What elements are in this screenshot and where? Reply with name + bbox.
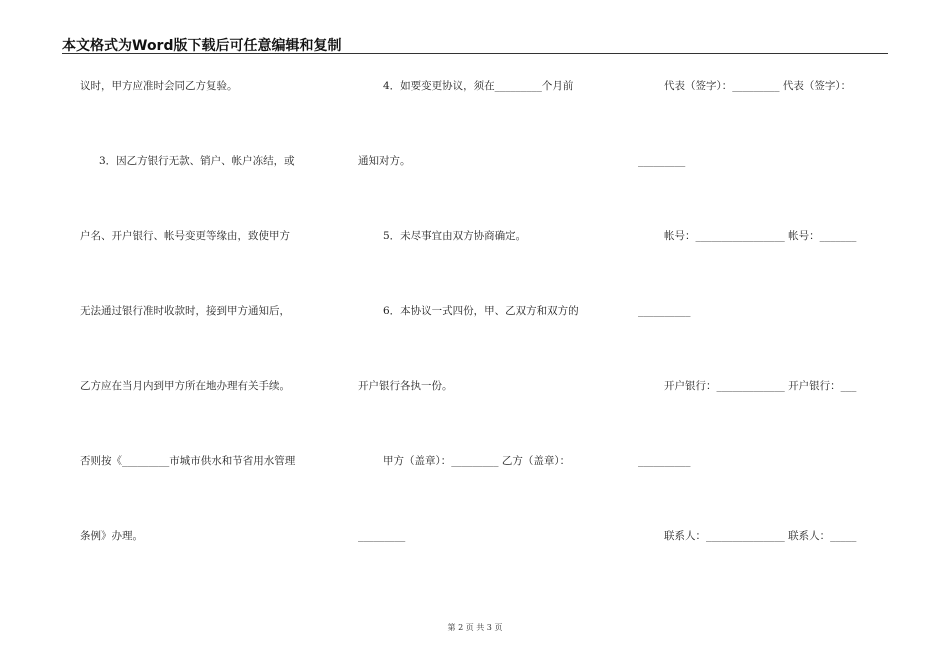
middle-column-line: 开户银行各执一份。 xyxy=(358,380,453,392)
middle-column-line: 4．如要变更协议，须在_________个月前 xyxy=(383,80,574,92)
left-column-line: 无法通过银行准时收款时，接到甲方通知后， xyxy=(80,305,290,317)
right-column-line: __________ xyxy=(638,305,691,317)
middle-column-line: 5．未尽事宜由双方协商确定。 xyxy=(383,230,527,242)
right-column-line: 开户银行：_____________ 开户银行：___ xyxy=(664,380,857,392)
right-column-line: 代表（签字）：_________ 代表（签字）： xyxy=(664,80,852,92)
middle-column-line: 甲方（盖章）：_________ 乙方（盖章）： xyxy=(383,455,571,467)
middle-column-line: _________ xyxy=(358,530,406,542)
left-column-line: 户名、开户银行、帐号变更等缘由，致使甲方 xyxy=(80,230,290,242)
right-column-line: 联系人：_______________ 联系人：_____ xyxy=(664,530,857,542)
left-column-line: 条例》办理。 xyxy=(80,530,143,542)
right-column-line: _________ xyxy=(638,155,686,167)
left-column-line: 否则按《_________市城市供水和节省用水管理 xyxy=(80,455,296,467)
middle-column-line: 6．本协议一式四份，甲、乙双方和双方的 xyxy=(383,305,579,317)
right-column-line: __________ xyxy=(638,455,691,467)
left-column-line: 3．因乙方银行无款、销户、帐户冻结，或 xyxy=(99,155,295,167)
document-header-title: 本文格式为Word版下载后可任意编辑和复制 xyxy=(62,38,342,54)
left-column-line: 乙方应在当月内到甲方所在地办理有关手续。 xyxy=(80,380,290,392)
header-divider xyxy=(62,53,888,54)
left-column-line: 议时，甲方应准时会同乙方复验。 xyxy=(80,80,238,92)
page-number-footer: 第 2 页 共 3 页 xyxy=(447,623,503,632)
right-column-line: 帐号：_________________ 帐号：_______ xyxy=(664,230,857,242)
middle-column-line: 通知对方。 xyxy=(358,155,411,167)
